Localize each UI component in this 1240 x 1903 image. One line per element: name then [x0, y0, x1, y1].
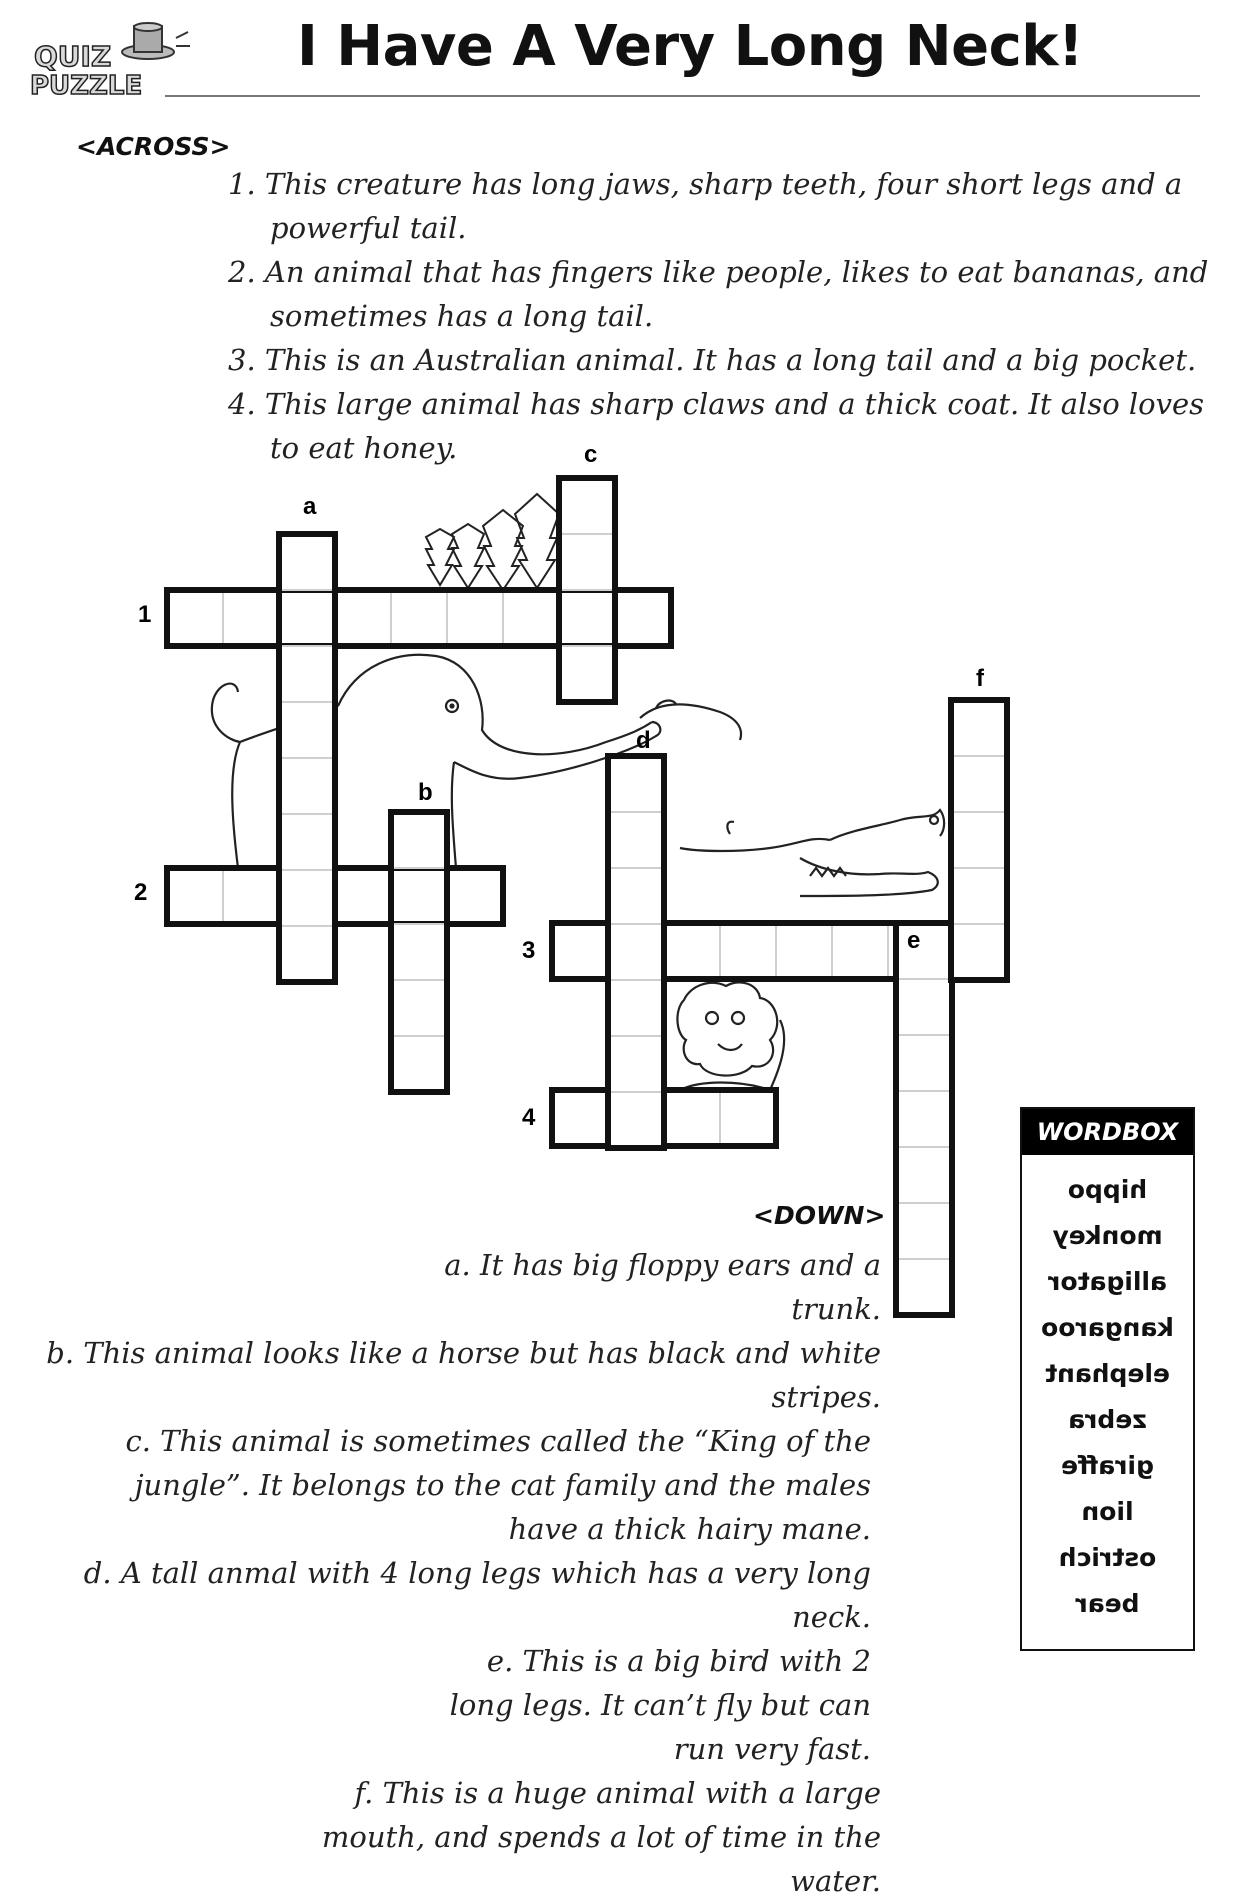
down-clue-c: c. This animal is sometimes called the “King of the jungle”. It belongs to the cat family and the males have a thick hairy mane. [125, 1424, 871, 1546]
down-clue-e: e. This is a big bird with 2 long legs. It can’t fly but can run very fast. [449, 1644, 871, 1766]
clue-number-3: 3 [522, 937, 536, 964]
wordbox-word: alligator [1048, 1267, 1167, 1296]
crossword-cell[interactable] [447, 590, 503, 646]
crossword-cell[interactable] [832, 923, 888, 979]
across-clue-1: 1. This creature has long jaws, sharp teeth, four short legs and a powerful tail. [228, 167, 1183, 245]
wordbox-word: lion [1081, 1497, 1134, 1526]
clue-letter-b: b [418, 779, 433, 806]
down-clue-list [15, 1243, 881, 1903]
crossword-word-down-c [559, 478, 615, 702]
crossword-cell[interactable] [951, 812, 1007, 868]
crossword-cell[interactable] [391, 590, 447, 646]
crossword-cell[interactable] [720, 923, 776, 979]
across-clue-3: 3. This is an Australian animal. It has a long tail and a big pocket. [228, 343, 1197, 377]
crossword-cell[interactable] [167, 868, 223, 924]
crossword-cell[interactable] [608, 868, 664, 924]
crossword-cell[interactable] [720, 1090, 776, 1146]
crossword-word-down-d [608, 756, 664, 1148]
crossword-cell[interactable] [279, 814, 335, 870]
trees-illustration [426, 494, 559, 590]
down-clue-b: b. This animal looks like a horse but has black and white stripes. [46, 1336, 881, 1414]
clue-letter-c: c [584, 441, 598, 468]
clue-number-1: 1 [138, 601, 152, 628]
page-title: I Have A Very Long Neck! [296, 14, 1084, 79]
crossword-cell[interactable] [951, 924, 1007, 980]
crossword-cell[interactable] [279, 926, 335, 982]
logo-text-quiz: QUIZ [34, 40, 112, 73]
crossword-cell[interactable] [279, 590, 335, 646]
crossword-cell[interactable] [279, 646, 335, 702]
crossword-cell[interactable] [552, 1090, 608, 1146]
down-clue-d: d. A tall anmal with 4 long legs which has a very long neck. [83, 1556, 871, 1634]
crossword-cell[interactable] [335, 590, 391, 646]
wordbox-word: giraffe [1061, 1451, 1154, 1480]
crossword-cell[interactable] [279, 870, 335, 926]
wordbox-word: monkey [1052, 1221, 1163, 1250]
crossword-word-across-1 [167, 590, 671, 646]
crossword-cell[interactable] [896, 1091, 952, 1147]
crossword-cell[interactable] [896, 1259, 952, 1315]
crossword-cell[interactable] [608, 1092, 664, 1148]
crossword-cell[interactable] [391, 980, 447, 1036]
clue-letter-e: e [907, 927, 921, 954]
crossword-cell[interactable] [951, 756, 1007, 812]
clue-letter-f: f [976, 665, 984, 692]
crossword-cell[interactable] [896, 979, 952, 1035]
crossword-cell[interactable] [223, 590, 279, 646]
across-clue-2: 2. An animal that has fingers like people, likes to eat bananas, and sometimes has a long tail. [228, 255, 1209, 333]
crossword-word-down-b [391, 812, 447, 1092]
wordbox-word: hippo [1067, 1175, 1148, 1204]
crossword-cell[interactable] [279, 702, 335, 758]
crossword-cell[interactable] [615, 590, 671, 646]
crossword-cell[interactable] [951, 868, 1007, 924]
crossword-cell[interactable] [559, 590, 615, 646]
clue-letter-a: a [303, 493, 317, 520]
crossword-cell[interactable] [664, 923, 720, 979]
crossword-cell[interactable] [167, 590, 223, 646]
crossword-cell[interactable] [896, 1147, 952, 1203]
crossword-cell[interactable] [608, 924, 664, 980]
wordbox-word: zebra [1068, 1405, 1147, 1434]
crossword-cell[interactable] [608, 756, 664, 812]
wordbox-word: kangaroo [1041, 1313, 1174, 1342]
crossword-cell[interactable] [279, 534, 335, 590]
crossword-cell[interactable] [391, 924, 447, 980]
crossword-word-down-e [896, 923, 952, 1315]
wordbox-word: ostrich [1058, 1543, 1157, 1572]
wordbox-heading: WORDBOX [1022, 1109, 1193, 1155]
crossword-cell[interactable] [391, 1036, 447, 1092]
clue-letter-d: d [636, 727, 651, 754]
crossword-cell[interactable] [552, 923, 608, 979]
crossword-cell[interactable] [951, 700, 1007, 756]
crocodile-illustration [680, 810, 944, 896]
crossword-cell[interactable] [896, 1203, 952, 1259]
clue-number-4: 4 [522, 1104, 536, 1131]
crossword-cell[interactable] [279, 758, 335, 814]
crossword-cell[interactable] [391, 812, 447, 868]
crossword-cell[interactable] [608, 980, 664, 1036]
crossword-cell[interactable] [559, 646, 615, 702]
crossword-cell[interactable] [608, 812, 664, 868]
crossword-cell[interactable] [608, 1036, 664, 1092]
wordbox [1020, 1107, 1195, 1651]
crossword-cells [167, 478, 1007, 1315]
down-heading: <DOWN> [753, 1201, 886, 1230]
crossword-cell[interactable] [896, 1035, 952, 1091]
wordbox-word: elephant [1045, 1359, 1170, 1388]
wordbox-list [1022, 1155, 1193, 1627]
crossword-cell[interactable] [559, 534, 615, 590]
crossword-cell[interactable] [776, 923, 832, 979]
logo-text-puzzle: PUZZLE [30, 71, 143, 98]
crossword-word-down-f [951, 700, 1007, 980]
crossword-cell[interactable] [896, 923, 952, 979]
wordbox-word: bear [1075, 1589, 1140, 1618]
crossword-cell[interactable] [664, 1090, 720, 1146]
lion-illustration [677, 982, 784, 1090]
crossword-cell[interactable] [447, 868, 503, 924]
down-clue-a: a. It has big floppy ears and a trunk. [444, 1248, 881, 1326]
across-heading: <ACROSS> [76, 132, 231, 161]
crossword-cell[interactable] [559, 478, 615, 534]
crossword-cell[interactable] [503, 590, 559, 646]
across-clue-4: 4. This large animal has sharp claws and a thick coat. It also loves to eat honey. [228, 387, 1205, 465]
crossword-cell[interactable] [335, 868, 391, 924]
clue-number-2: 2 [134, 879, 148, 906]
crossword-cell[interactable] [391, 868, 447, 924]
crossword-cell[interactable] [223, 868, 279, 924]
down-clue-f: f. This is a huge animal with a large mouth, and spends a lot of time in the water. [321, 1776, 881, 1898]
